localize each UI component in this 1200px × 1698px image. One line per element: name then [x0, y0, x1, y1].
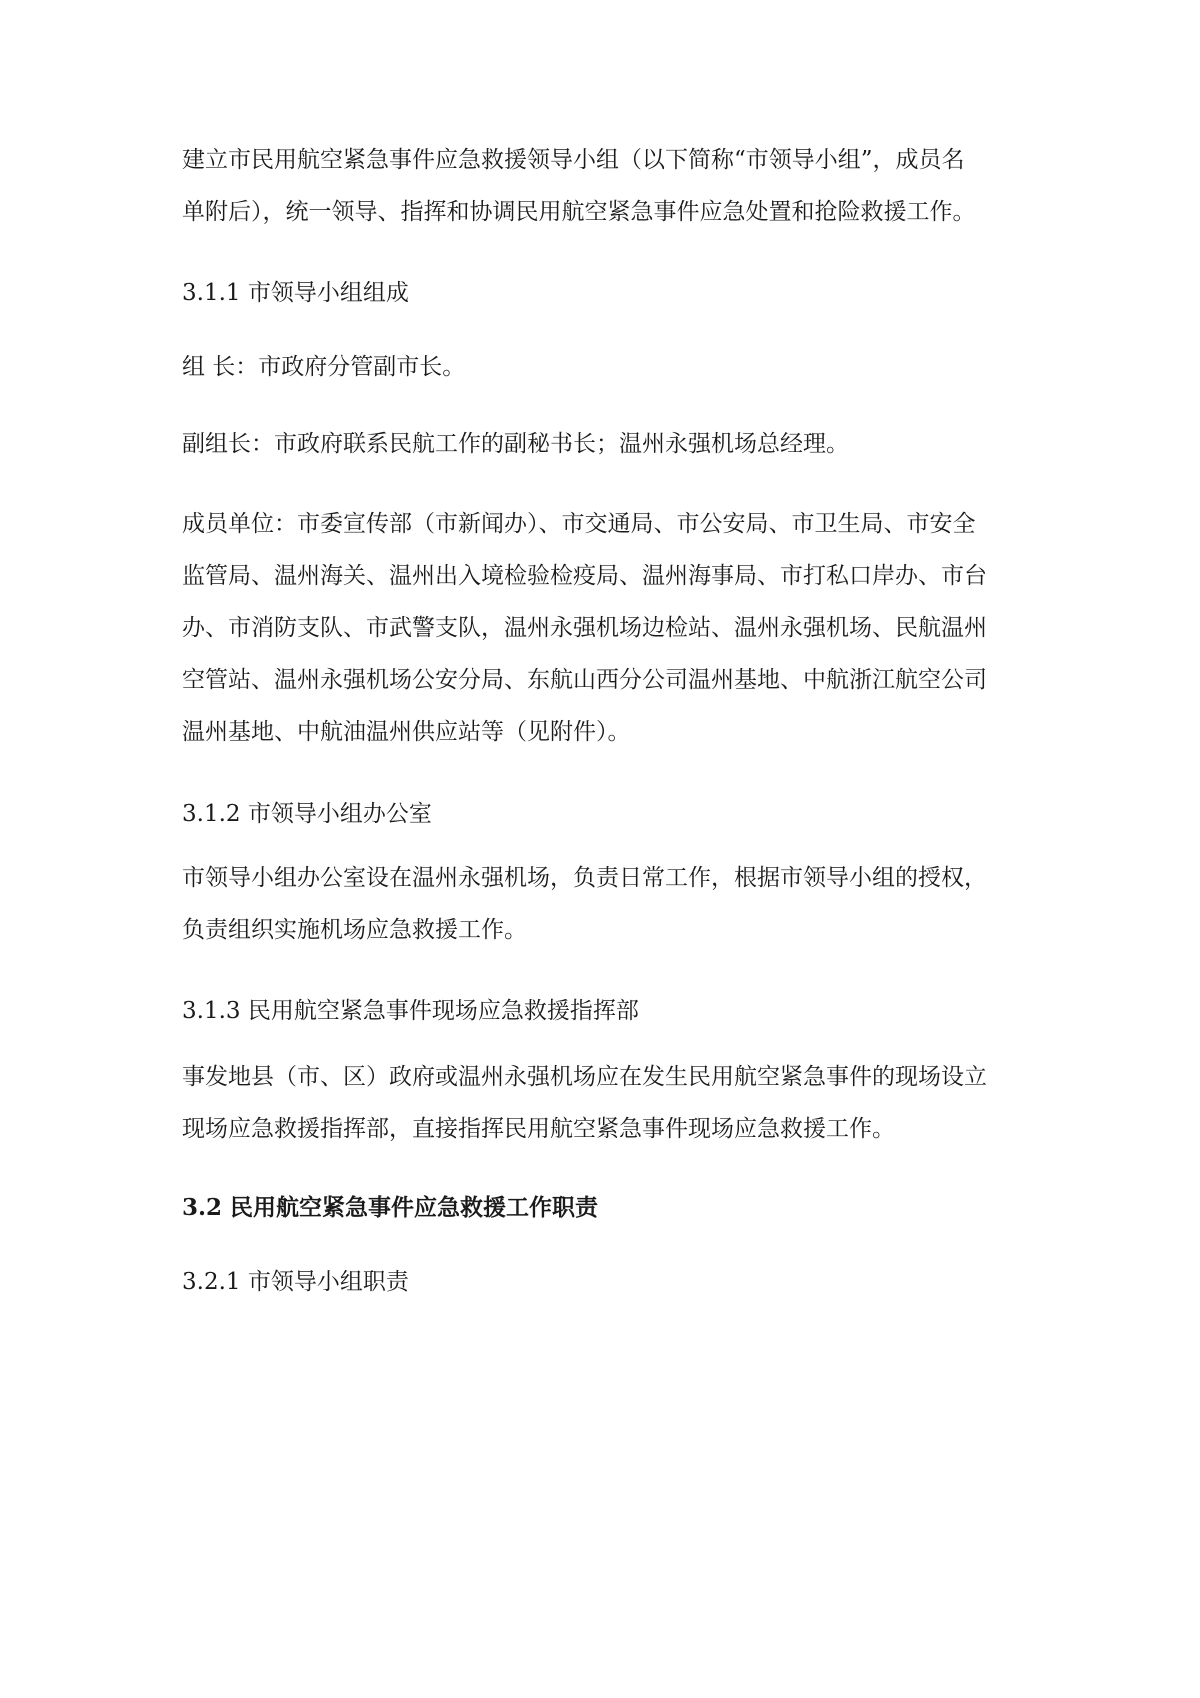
heading-3-1-1: 3.1.1 市领导小组组成 [182, 280, 409, 306]
heading-3-1-3: 3.1.3 民用航空紧急事件现场应急救援指挥部 [182, 998, 639, 1024]
text-line: 负责组织实施机场应急救援工作。 [182, 917, 527, 943]
text-line: 市领导小组办公室设在温州永强机场，负责日常工作，根据市领导小组的授权， [182, 865, 987, 891]
heading-3-2-1: 3.2.1 市领导小组职责 [182, 1269, 409, 1295]
paragraph-office [182, 852, 1022, 956]
heading-3-2: 3.2 民用航空紧急事件应急救援工作职责 [182, 1194, 599, 1221]
text-line: 监管局、温州海关、温州出入境检验检疫局、温州海事局、市打私口岸办、市台 [182, 563, 987, 589]
text-line: 单附后），统一领导、指挥和协调民用航空紧急事件应急处置和抢险救援工作。 [182, 199, 976, 225]
deputy-leader-line: 副组长：市政府联系民航工作的副秘书长；温州永强机场总经理。 [182, 431, 849, 457]
text-line: 办、市消防支队、市武警支队，温州永强机场边检站、温州永强机场、民航温州 [182, 615, 987, 641]
text-line: 现场应急救援指挥部，直接指挥民用航空紧急事件现场应急救援工作。 [182, 1116, 895, 1142]
paragraph-leader-group [182, 134, 1022, 238]
paragraph-members [182, 498, 1022, 758]
text-line: 温州基地、中航油温州供应站等（见附件）。 [182, 719, 631, 745]
text-line: 建立市民用航空紧急事件应急救援领导小组（以下简称“市领导小组”，成员名 [182, 147, 965, 173]
text-line: 事发地县（市、区）政府或温州永强机场应在发生民用航空紧急事件的现场设立 [182, 1064, 987, 1090]
leader-line: 组 长：市政府分管副市长。 [182, 354, 466, 380]
paragraph-onsite [182, 1051, 1022, 1155]
heading-3-1-2: 3.1.2 市领导小组办公室 [182, 801, 432, 827]
text-line: 成员单位：市委宣传部（市新闻办）、市交通局、市公安局、市卫生局、市安全 [182, 511, 976, 537]
text-line: 空管站、温州永强机场公安分局、东航山西分公司温州基地、中航浙江航空公司 [182, 667, 987, 693]
